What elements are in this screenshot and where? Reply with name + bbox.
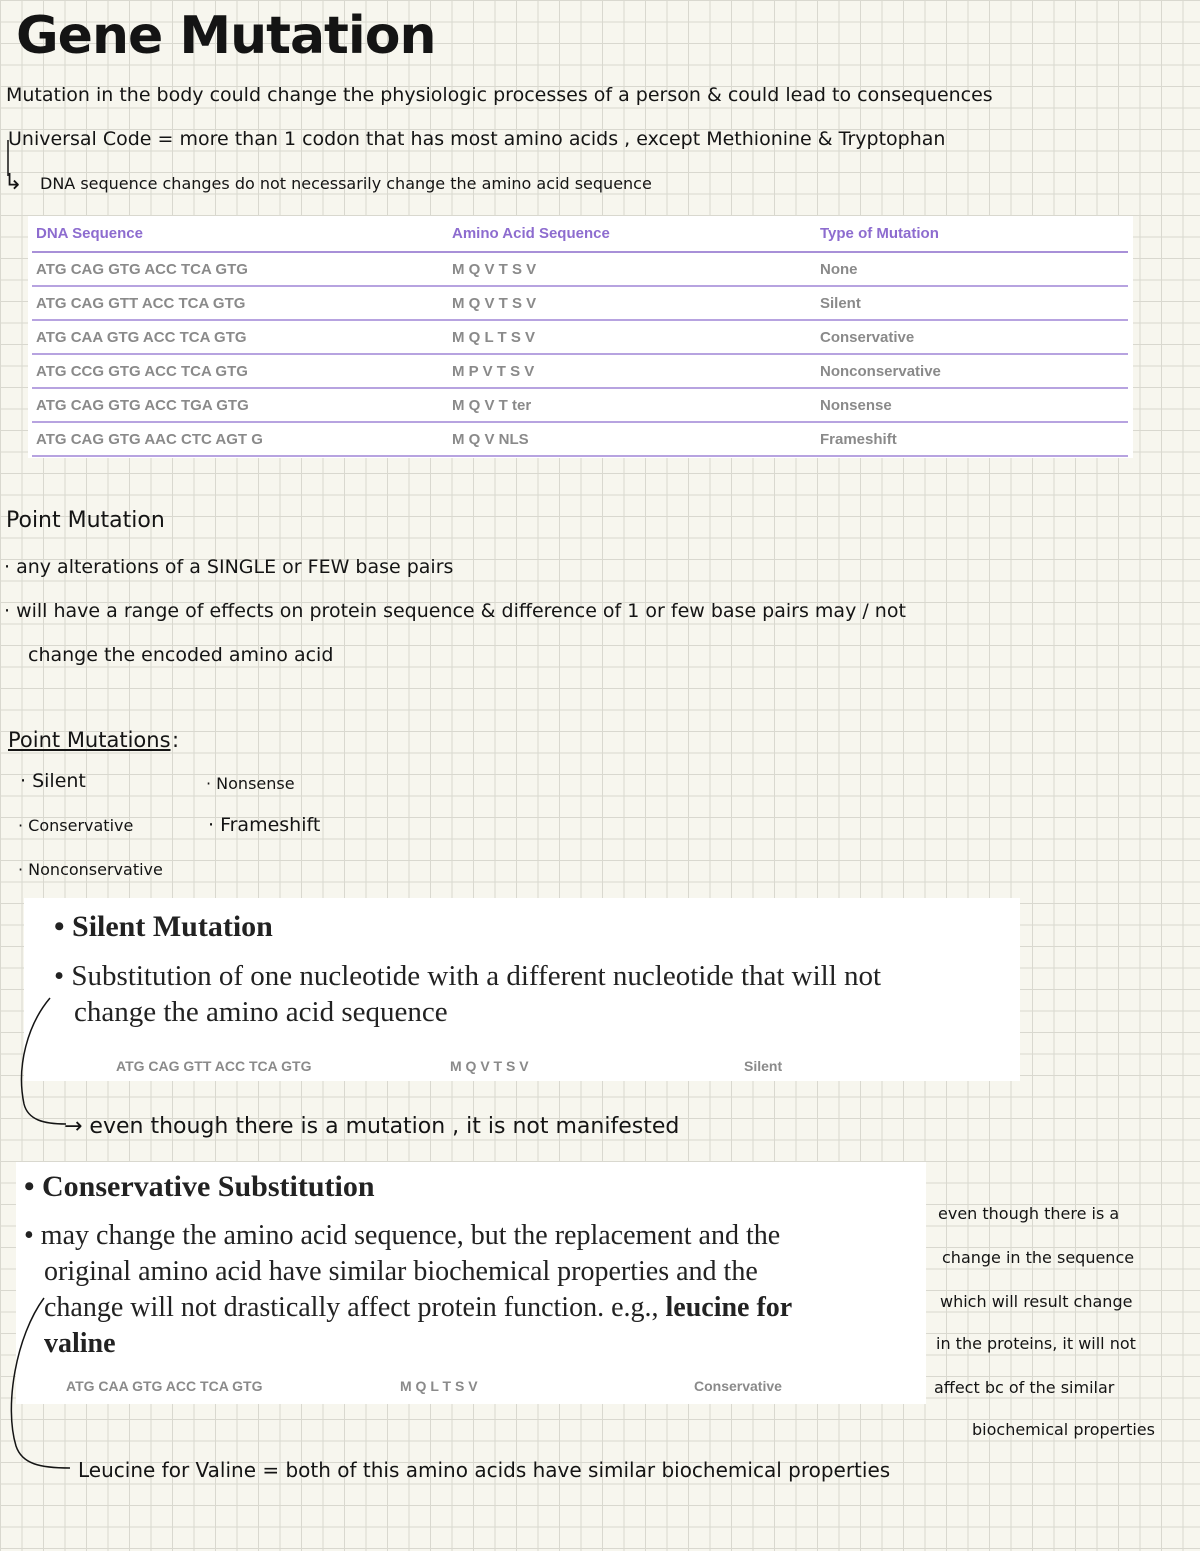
- silent-mutation-heading: • Silent Mutation: [54, 910, 273, 943]
- mutation-type-cell: Nonconservative: [816, 354, 1128, 388]
- silent-mutation-body-line1: • Substitution of one nucleotide with a different nucleotide that will not: [54, 960, 882, 992]
- conservative-substitution-heading: • Conservative Substitution: [24, 1170, 375, 1203]
- side-note-line2: change in the sequence: [942, 1248, 1135, 1267]
- dna-cell: ATG CAG GTG ACC TGA GTG: [32, 388, 448, 422]
- table-row: [32, 354, 1128, 388]
- arrow-icon: ↳: [4, 170, 23, 195]
- silent-mutation-body-line2: change the amino acid sequence: [74, 996, 448, 1028]
- silent-mutation-note: → even though there is a mutation , it is not manifested: [64, 1114, 680, 1139]
- list-item-silent: · Silent: [20, 770, 86, 792]
- conservative-example-amino-acid: M Q L T S V: [400, 1378, 478, 1394]
- amino-acid-cell: M Q L T S V: [448, 320, 816, 354]
- table-row: [32, 422, 1128, 456]
- conservative-body-line3: [44, 1290, 792, 1326]
- mutation-table: [32, 216, 1128, 457]
- conservative-body-line1: • may change the amino acid sequence, but the replacement and the: [24, 1220, 781, 1251]
- amino-acid-cell: M Q V T ter: [448, 388, 816, 422]
- side-note-line4: in the proteins, it will not: [936, 1334, 1136, 1353]
- table-header-row: [32, 216, 1128, 252]
- silent-mutation-card: [24, 898, 1020, 1081]
- conservative-body-bold-leucine: leucine for: [665, 1292, 793, 1323]
- list-item-nonconservative: · Nonconservative: [18, 860, 163, 879]
- page-title: Gene Mutation: [16, 6, 436, 66]
- point-mutations-list-colon: :: [172, 728, 180, 752]
- mutation-type-cell: Conservative: [816, 320, 1128, 354]
- mutation-type-cell: Silent: [816, 286, 1128, 320]
- dna-cell: ATG CAG GTG AAC CTC AGT G: [32, 422, 448, 456]
- dna-cell: ATG CAG GTG ACC TCA GTG: [32, 252, 448, 286]
- side-note-line6: biochemical properties: [972, 1420, 1155, 1439]
- table-row: [32, 252, 1128, 286]
- intro-note-line3: DNA sequence changes do not necessarily change the amino acid sequence: [40, 174, 652, 193]
- dna-cell: ATG CAG GTT ACC TCA GTG: [32, 286, 448, 320]
- mutation-type-cell: Frameshift: [816, 422, 1128, 456]
- point-mutation-heading: Point Mutation: [6, 508, 165, 533]
- list-item-frameshift: · Frameshift: [208, 814, 321, 836]
- intro-note-line1: Mutation in the body could change the physiologic processes of a person & could lead to consequences: [6, 84, 993, 106]
- conservative-note-bracket: [6, 1296, 76, 1476]
- point-mutation-bullet2-line1: · will have a range of effects on protein sequence & difference of 1 or few base pairs may / not: [4, 600, 906, 622]
- mutation-type-cell: Nonsense: [816, 388, 1128, 422]
- amino-acid-cell: M Q V NLS: [448, 422, 816, 456]
- conservative-substitution-card: [16, 1162, 926, 1404]
- conservative-body-line2: original amino acid have similar biochemical properties and the: [44, 1256, 758, 1287]
- point-mutation-bullet1: · any alterations of a SINGLE or FEW base pairs: [4, 556, 454, 578]
- mutation-type-cell: None: [816, 252, 1128, 286]
- dna-cell: ATG CCG GTG ACC TCA GTG: [32, 354, 448, 388]
- side-note-line3: which will result change: [940, 1292, 1133, 1311]
- amino-acid-cell: M P V T S V: [448, 354, 816, 388]
- column-header-dna: DNA Sequence: [32, 216, 448, 252]
- conservative-note: Leucine for Valine = both of this amino acids have similar biochemical properties: [78, 1458, 891, 1482]
- conservative-example-type: Conservative: [694, 1378, 782, 1394]
- conservative-example-dna: ATG CAA GTG ACC TCA GTG: [66, 1378, 263, 1394]
- silent-note-bracket: [14, 996, 74, 1126]
- point-mutations-list-heading: Point Mutations: [8, 728, 171, 752]
- side-note-line1: even though there is a: [938, 1204, 1120, 1223]
- amino-acid-cell: M Q V T S V: [448, 252, 816, 286]
- amino-acid-cell: M Q V T S V: [448, 286, 816, 320]
- table-row: [32, 320, 1128, 354]
- dna-cell: ATG CAA GTG ACC TCA GTG: [32, 320, 448, 354]
- intro-note-line2: Universal Code = more than 1 codon that has most amino acids , except Methionine & Tryptophan: [8, 128, 946, 150]
- table-row: [32, 286, 1128, 320]
- side-note-line5: affect bc of the similar: [934, 1378, 1115, 1397]
- conservative-body-bold-valine: valine: [44, 1328, 116, 1359]
- mutation-table-card: [28, 216, 1133, 458]
- column-header-amino-acid: Amino Acid Sequence: [448, 216, 816, 252]
- list-item-conservative: · Conservative: [18, 816, 134, 835]
- list-item-nonsense: · Nonsense: [206, 774, 295, 793]
- silent-example-dna: ATG CAG GTT ACC TCA GTG: [116, 1058, 312, 1074]
- silent-example-type: Silent: [744, 1058, 783, 1074]
- point-mutation-bullet2-line2: change the encoded amino acid: [28, 644, 334, 666]
- column-header-type: Type of Mutation: [816, 216, 1128, 252]
- note-bracket-line: [6, 140, 10, 180]
- table-row: [32, 388, 1128, 422]
- conservative-body-line3-text: change will not drastically affect protein function. e.g.,: [44, 1292, 659, 1323]
- silent-example-amino-acid: M Q V T S V: [450, 1058, 529, 1074]
